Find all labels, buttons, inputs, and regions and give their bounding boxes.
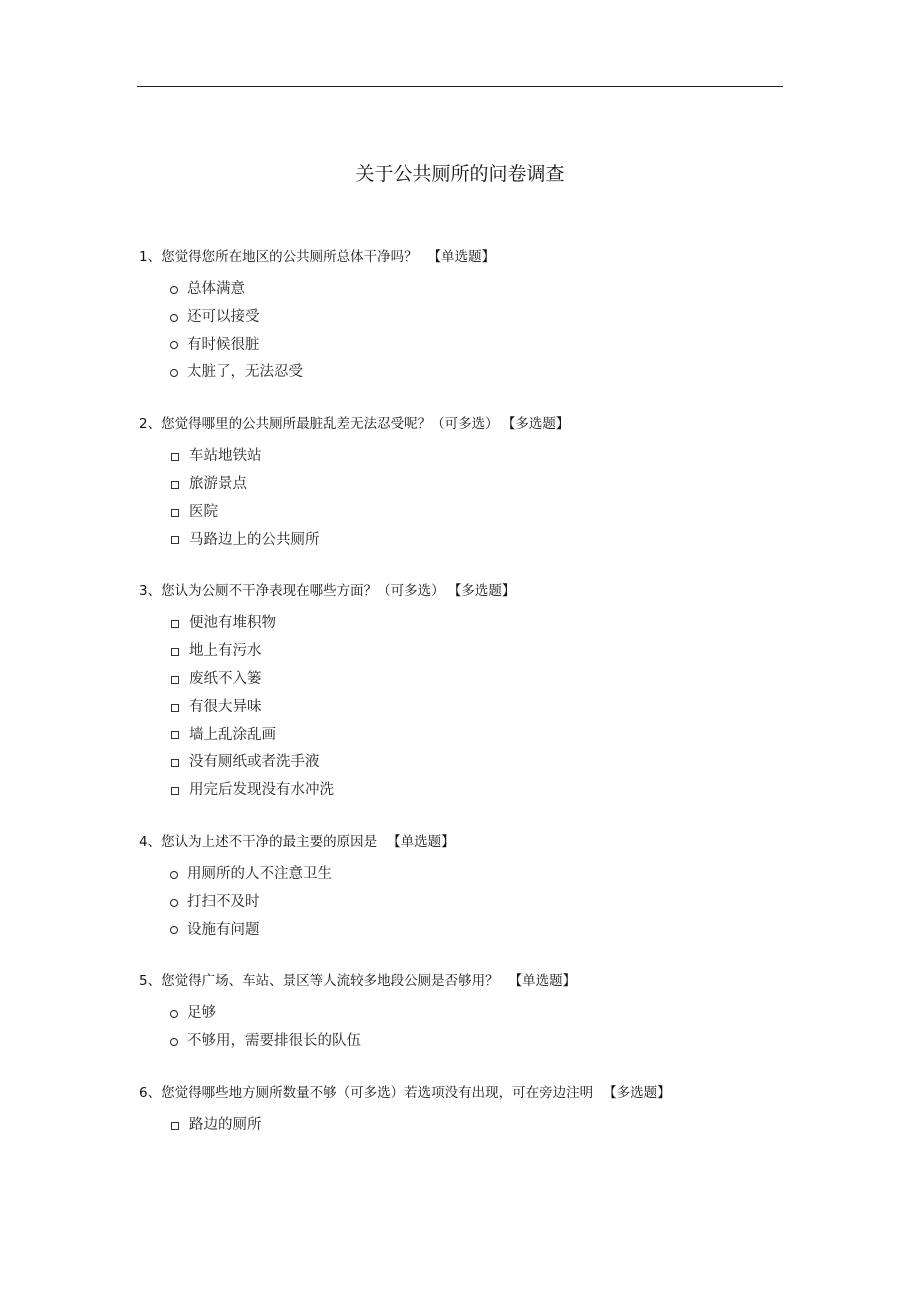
radio-circle-icon[interactable] (170, 341, 178, 349)
checkbox-square-icon[interactable] (171, 536, 179, 544)
radio-option[interactable] (170, 304, 799, 332)
option-label: 马路边上的公共厕所 (189, 531, 320, 548)
option-label: 地上有污水 (189, 643, 262, 660)
option-label: 没有厕纸或者洗手液 (189, 754, 320, 771)
option-label: 设施有问题 (187, 921, 260, 938)
radio-option[interactable] (170, 1028, 799, 1056)
option-label: 路边的厕所 (189, 1116, 262, 1133)
option-label: 总体满意 (187, 281, 245, 297)
radio-circle-icon[interactable] (170, 899, 178, 907)
question-header (139, 413, 799, 435)
option-label: 不够用，需要排很长的队伍 (187, 1033, 361, 1050)
question-text: 6、您觉得哪些地方厕所数量不够（可多选）若选项没有出现，可在旁边注明 (139, 1084, 594, 1101)
question-3 (139, 580, 799, 805)
checkbox-option[interactable] (170, 1112, 799, 1140)
radio-circle-icon[interactable] (170, 871, 178, 879)
question-header (139, 970, 799, 992)
question-type-label: 【多选题】 (454, 583, 516, 600)
checkbox-square-icon[interactable] (171, 648, 179, 656)
option-label: 便池有堆积物 (189, 615, 276, 632)
radio-option[interactable] (170, 861, 799, 889)
option-label: 有很大异味 (189, 698, 262, 715)
option-label: 车站地铁站 (189, 448, 262, 465)
checkbox-square-icon[interactable] (171, 704, 179, 712)
checkbox-option[interactable] (170, 471, 799, 499)
checkbox-square-icon[interactable] (171, 620, 179, 628)
question-text: 3、您认为公厕不干净表现在哪些方面？（可多选） (139, 583, 445, 600)
checkbox-option[interactable] (170, 610, 799, 638)
checkbox-square-icon[interactable] (171, 509, 179, 517)
question-text: 4、您认为上述不干净的最主要的原因是 (139, 833, 378, 850)
question-header (139, 1082, 799, 1104)
option-list (139, 443, 799, 554)
option-list (139, 1000, 799, 1056)
checkbox-option[interactable] (170, 777, 799, 805)
radio-option[interactable] (170, 359, 799, 387)
checkbox-square-icon[interactable] (171, 453, 179, 461)
question-header (139, 246, 799, 268)
question-6 (139, 1082, 799, 1140)
option-label: 医院 (189, 503, 218, 520)
question-4 (139, 831, 799, 944)
question-5 (139, 970, 799, 1056)
question-header (139, 831, 799, 853)
question-type-label: 【单选题】 (427, 249, 496, 265)
radio-circle-icon[interactable] (170, 314, 178, 322)
option-label: 太脏了，无法忍受 (187, 364, 303, 381)
question-type-label: 【多选题】 (508, 416, 570, 433)
checkbox-square-icon[interactable] (171, 481, 179, 489)
checkbox-square-icon[interactable] (171, 787, 179, 795)
checkbox-option[interactable] (170, 638, 799, 666)
question-type-label: 【单选题】 (508, 973, 577, 990)
radio-circle-icon[interactable] (170, 926, 178, 934)
question-2 (139, 413, 799, 554)
checkbox-option[interactable] (170, 694, 799, 722)
option-list (139, 610, 799, 805)
checkbox-square-icon[interactable] (171, 676, 179, 684)
question-type-label: 【单选题】 (387, 833, 455, 850)
checkbox-option[interactable] (170, 666, 799, 694)
question-type-label: 【多选题】 (603, 1084, 671, 1101)
radio-circle-icon[interactable] (170, 286, 178, 294)
radio-circle-icon[interactable] (170, 1038, 178, 1046)
option-list (139, 1112, 799, 1140)
option-label: 用厕所的人不注意卫生 (187, 865, 332, 882)
radio-option[interactable] (170, 917, 799, 945)
page-title: 关于公共厕所的问卷调查 (355, 163, 565, 185)
question-list (139, 246, 799, 1166)
checkbox-option[interactable] (170, 527, 799, 555)
question-text: 2、您觉得哪里的公共厕所最脏乱差无法忍受呢？（可多选） (139, 416, 499, 433)
question-text: 5、您觉得广场、车站、景区等人流较多地段公厕是否够用？ (139, 973, 499, 990)
checkbox-square-icon[interactable] (171, 759, 179, 767)
option-label: 用完后发现没有水冲洗 (189, 782, 334, 799)
option-label: 有时候很脏 (187, 336, 260, 353)
checkbox-option[interactable] (170, 499, 799, 527)
radio-option[interactable] (170, 276, 799, 304)
option-list (139, 276, 799, 387)
radio-circle-icon[interactable] (170, 1010, 178, 1018)
option-label: 旅游景点 (189, 475, 247, 492)
option-label: 墙上乱涂乱画 (189, 726, 276, 743)
checkbox-option[interactable] (170, 749, 799, 777)
radio-circle-icon[interactable] (170, 369, 178, 377)
question-header (139, 580, 799, 602)
option-label: 足够 (187, 1005, 216, 1022)
header-rule (137, 86, 783, 87)
question-1 (139, 246, 799, 387)
checkbox-option[interactable] (170, 443, 799, 471)
option-label: 还可以接受 (187, 308, 260, 325)
radio-option[interactable] (170, 889, 799, 917)
question-text: 1、您觉得您所在地区的公共厕所总体干净吗？ (139, 249, 418, 265)
checkbox-option[interactable] (170, 722, 799, 750)
option-label: 打扫不及时 (187, 893, 260, 910)
radio-option[interactable] (170, 332, 799, 360)
checkbox-square-icon[interactable] (171, 1122, 179, 1130)
option-label: 废纸不入篓 (189, 670, 262, 687)
checkbox-square-icon[interactable] (171, 731, 179, 739)
option-list (139, 861, 799, 944)
radio-option[interactable] (170, 1000, 799, 1028)
